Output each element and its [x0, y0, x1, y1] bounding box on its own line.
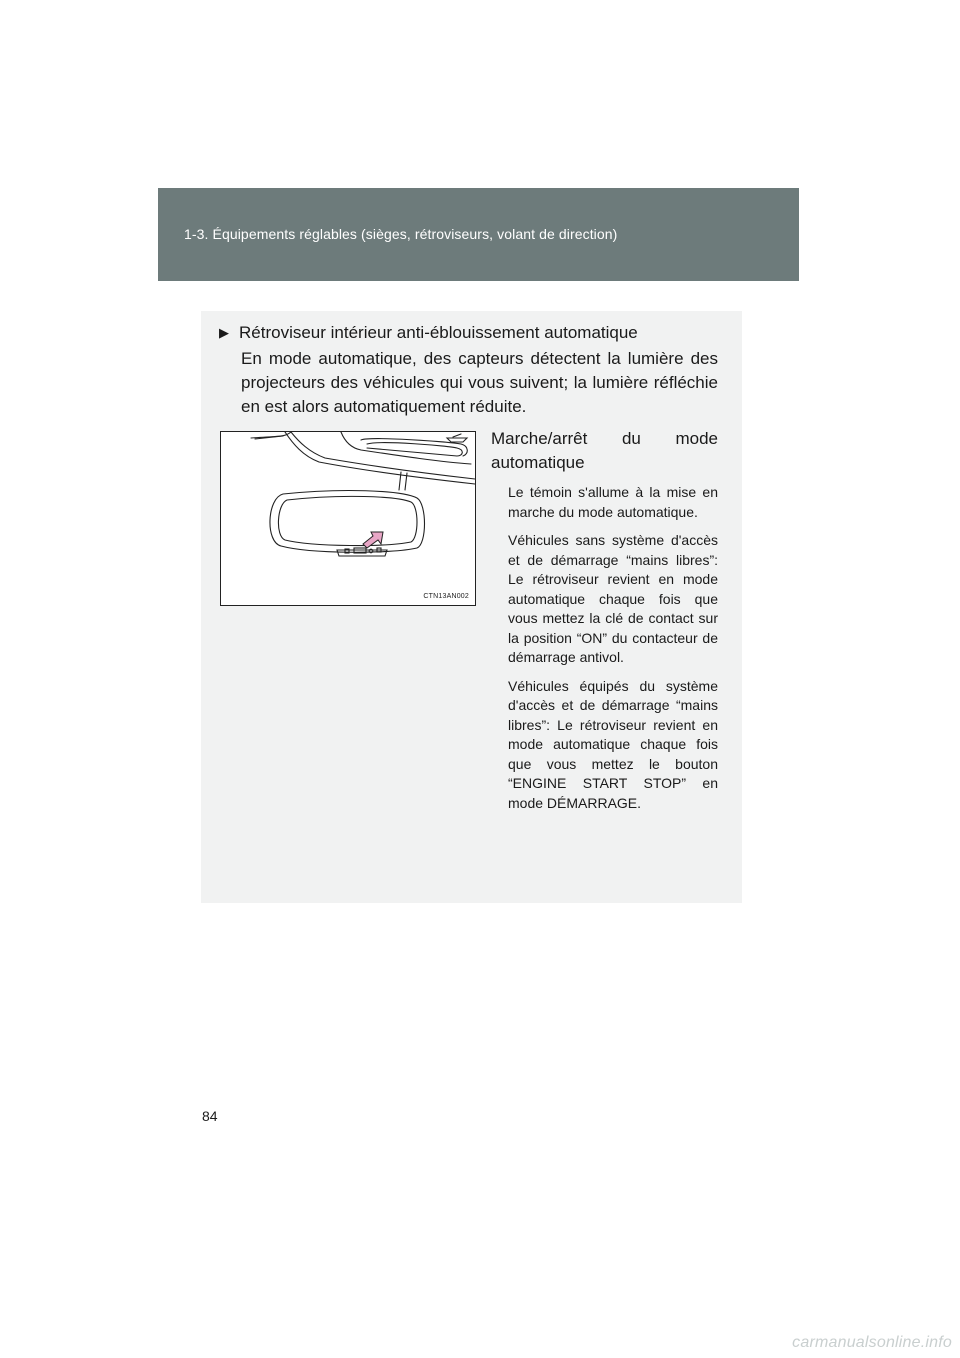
- triangle-bullet-icon: ▶: [219, 325, 229, 340]
- section-heading-text: Rétroviseur intérieur anti-éblouissement automatique: [239, 323, 638, 342]
- content-panel: [201, 311, 742, 903]
- watermark: carmanualsonline.info: [792, 1334, 952, 1351]
- section-header: [158, 188, 799, 281]
- rearview-mirror-icon: [221, 432, 475, 605]
- notes-list: [508, 483, 718, 822]
- mirror-illustration: [220, 431, 476, 606]
- intro-paragraph: En mode automatique, des capteurs détectent la lumière des projecteurs des véhicules qui vous suivent; la lumière réfléchie en est alors automatiquement réduite.: [241, 349, 718, 416]
- label-title: Marche/arrêt du mode automatique: [491, 429, 718, 472]
- figure-code: CTN13AN002: [423, 593, 469, 600]
- note-indicator: Le témoin s'allume à la mise en marche du mode automatique.: [508, 484, 718, 520]
- section-heading: [219, 321, 729, 344]
- section-title: 1-3. Équipements réglables (sièges, rétroviseurs, volant de direction): [184, 226, 618, 242]
- note-without-smart-key: Véhicules sans système d'accès et de démarrage “mains libres”: Le rétroviseur revient en mode automatique chaque fois que vous mettez la clé de contact sur la position “ON” du contacteur de démarrage antivol.: [508, 532, 718, 665]
- page-number: 84: [202, 1108, 218, 1124]
- note-with-smart-key: Véhicules équipés du système d'accès et de démarrage “mains libres”: Le rétroviseur revient en mode automatique chaque fois que vous mettez le bouton “ENGINE START STOP” en mode DÉMARRAGE.: [508, 677, 718, 811]
